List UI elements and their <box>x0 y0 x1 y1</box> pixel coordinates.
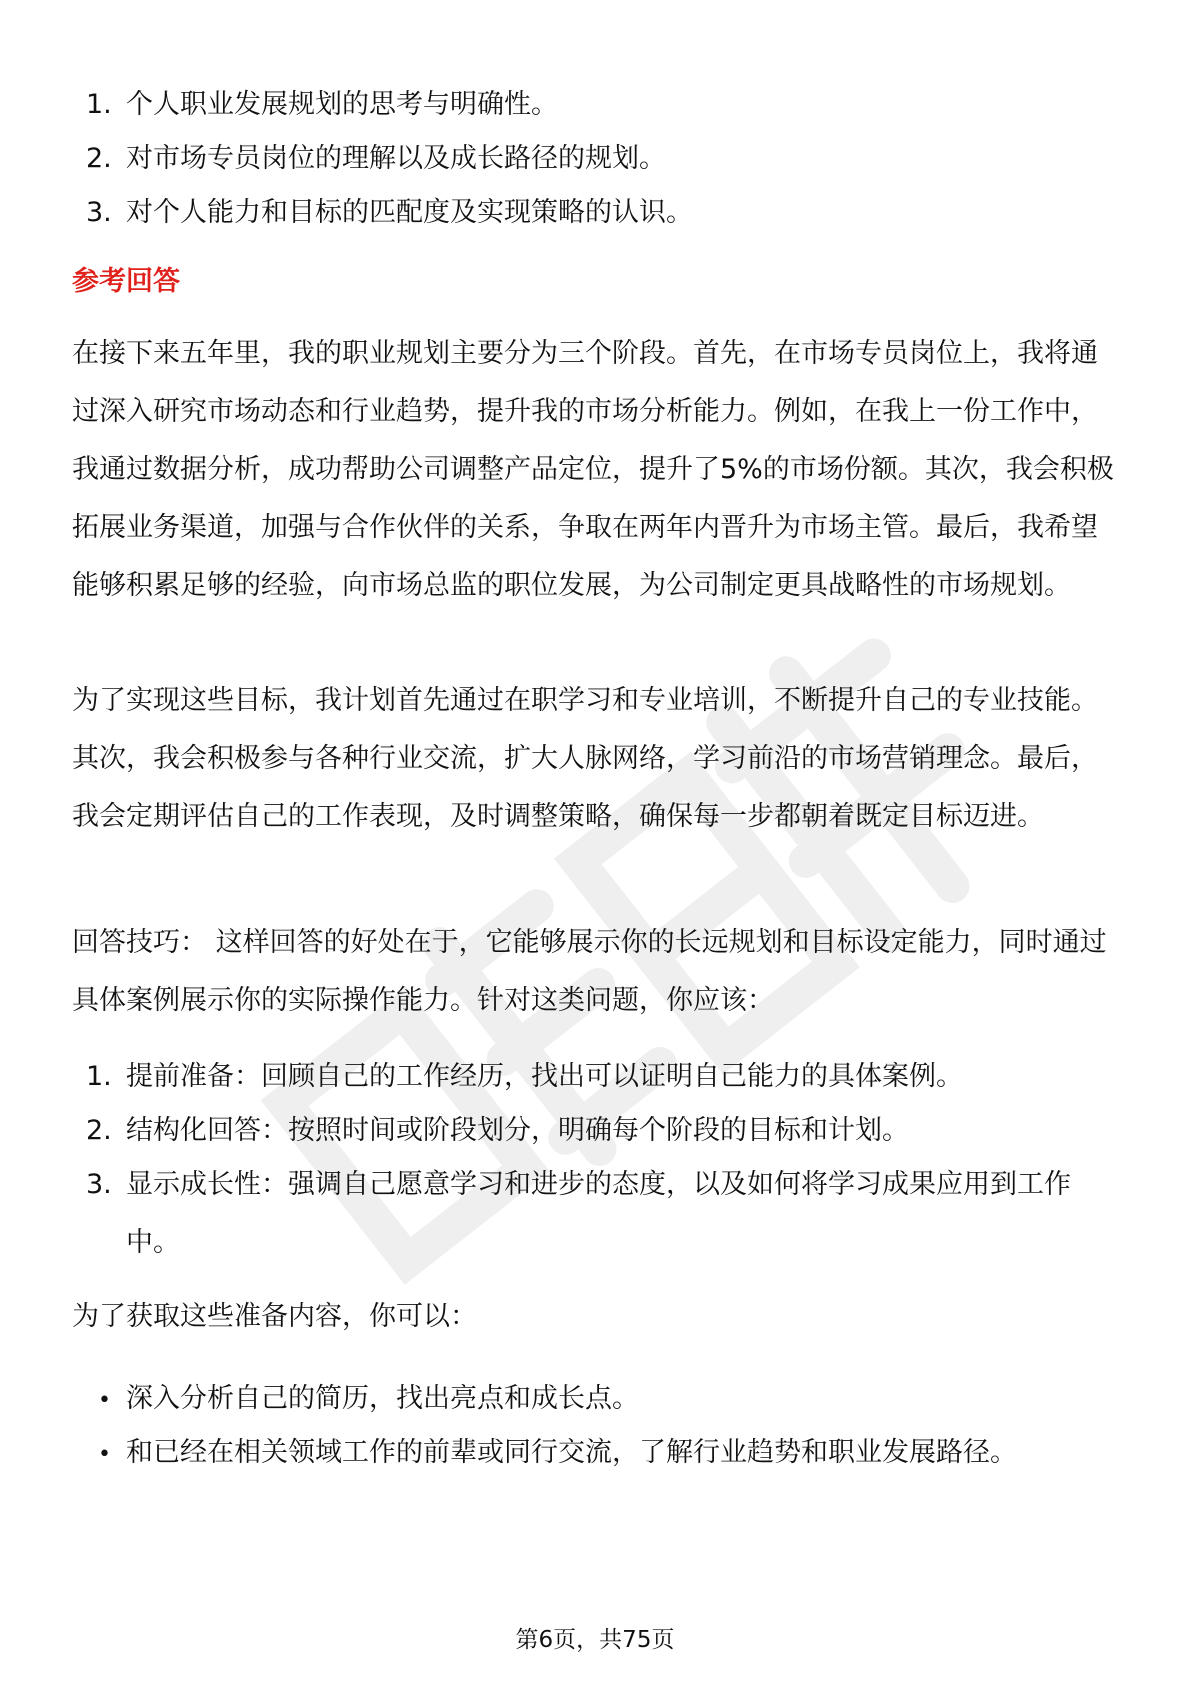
list-item-text: 个人职业发展规划的思考与明确性。 <box>126 89 558 120</box>
list-item-text: 结构化回答：按照时间或阶段划分，明确每个阶段的目标和计划。 <box>126 1115 909 1146</box>
list-number: 1. <box>86 1061 112 1092</box>
bullet-icon: • <box>98 1388 111 1413</box>
list-number: 1. <box>86 89 112 120</box>
list-number: 2. <box>86 143 112 174</box>
list-number: 3. <box>86 1169 112 1200</box>
list-number: 2. <box>86 1115 112 1146</box>
focus-list-item <box>86 76 558 134</box>
tips-intro-paragraph: 回答技巧： 这样回答的好处在于，它能够展示你的长远规划和目标设定能力，同时通过具体案例展示你的实际操作能力。针对这类问题，你应该： <box>72 927 1107 1016</box>
list-number: 3. <box>86 197 112 228</box>
list-item-text: 提前准备：回顾自己的工作经历，找出可以证明自己能力的具体案例。 <box>126 1061 963 1092</box>
list-item-text: 对个人能力和目标的匹配度及实现策略的认识。 <box>126 197 693 228</box>
page-footer: 第6页，共75页 <box>515 1627 675 1653</box>
bullet-icon: • <box>98 1442 111 1467</box>
answer-paragraph: 为了实现这些目标，我计划首先通过在职学习和专业培训，不断提升自己的专业技能。其次，我会积极参与各种行业交流，扩大人脉网络，学习前沿的市场营销理念。最后，我会定期评估自己的工作表现，及时调整策略，确保每一步都朝着既定目标迈进。 <box>72 685 1098 832</box>
tips-list-item <box>86 1156 1106 1272</box>
list-item-text: 对市场专员岗位的理解以及成长路径的规划。 <box>126 143 666 174</box>
prep-intro-paragraph: 为了获取这些准备内容，你可以： <box>72 1301 477 1332</box>
tips-list-item <box>86 1102 909 1160</box>
focus-list-item <box>86 130 666 188</box>
prep-list-item <box>98 1424 1017 1484</box>
list-item-text: 深入分析自己的简历，找出亮点和成长点。 <box>126 1383 639 1414</box>
list-item-text: 和已经在相关领域工作的前辈或同行交流，了解行业趋势和职业发展路径。 <box>126 1437 1017 1468</box>
prep-list-item <box>98 1370 639 1430</box>
list-item-text: 显示成长性：强调自己愿意学习和进步的态度，以及如何将学习成果应用到工作中。 <box>126 1169 1071 1258</box>
focus-list-item <box>86 184 693 242</box>
answer-paragraph: 在接下来五年里，我的职业规划主要分为三个阶段。首先，在市场专员岗位上，我将通过深入研究市场动态和行业趋势，提升我的市场分析能力。例如，在我上一份工作中，我通过数据分析，成功帮助公司调整产品定位，提升了5%的市场份额。其次，我会积极拓展业务渠道，加强与合作伙伴的关系，争取在两年内晋升为市场主管。最后，我希望能够积累足够的经验，向市场总监的职位发展，为公司制定更具战略性的市场规划。 <box>72 338 1114 601</box>
tips-list-item <box>86 1048 963 1106</box>
reference-answer-heading: 参考回答 <box>72 266 180 297</box>
